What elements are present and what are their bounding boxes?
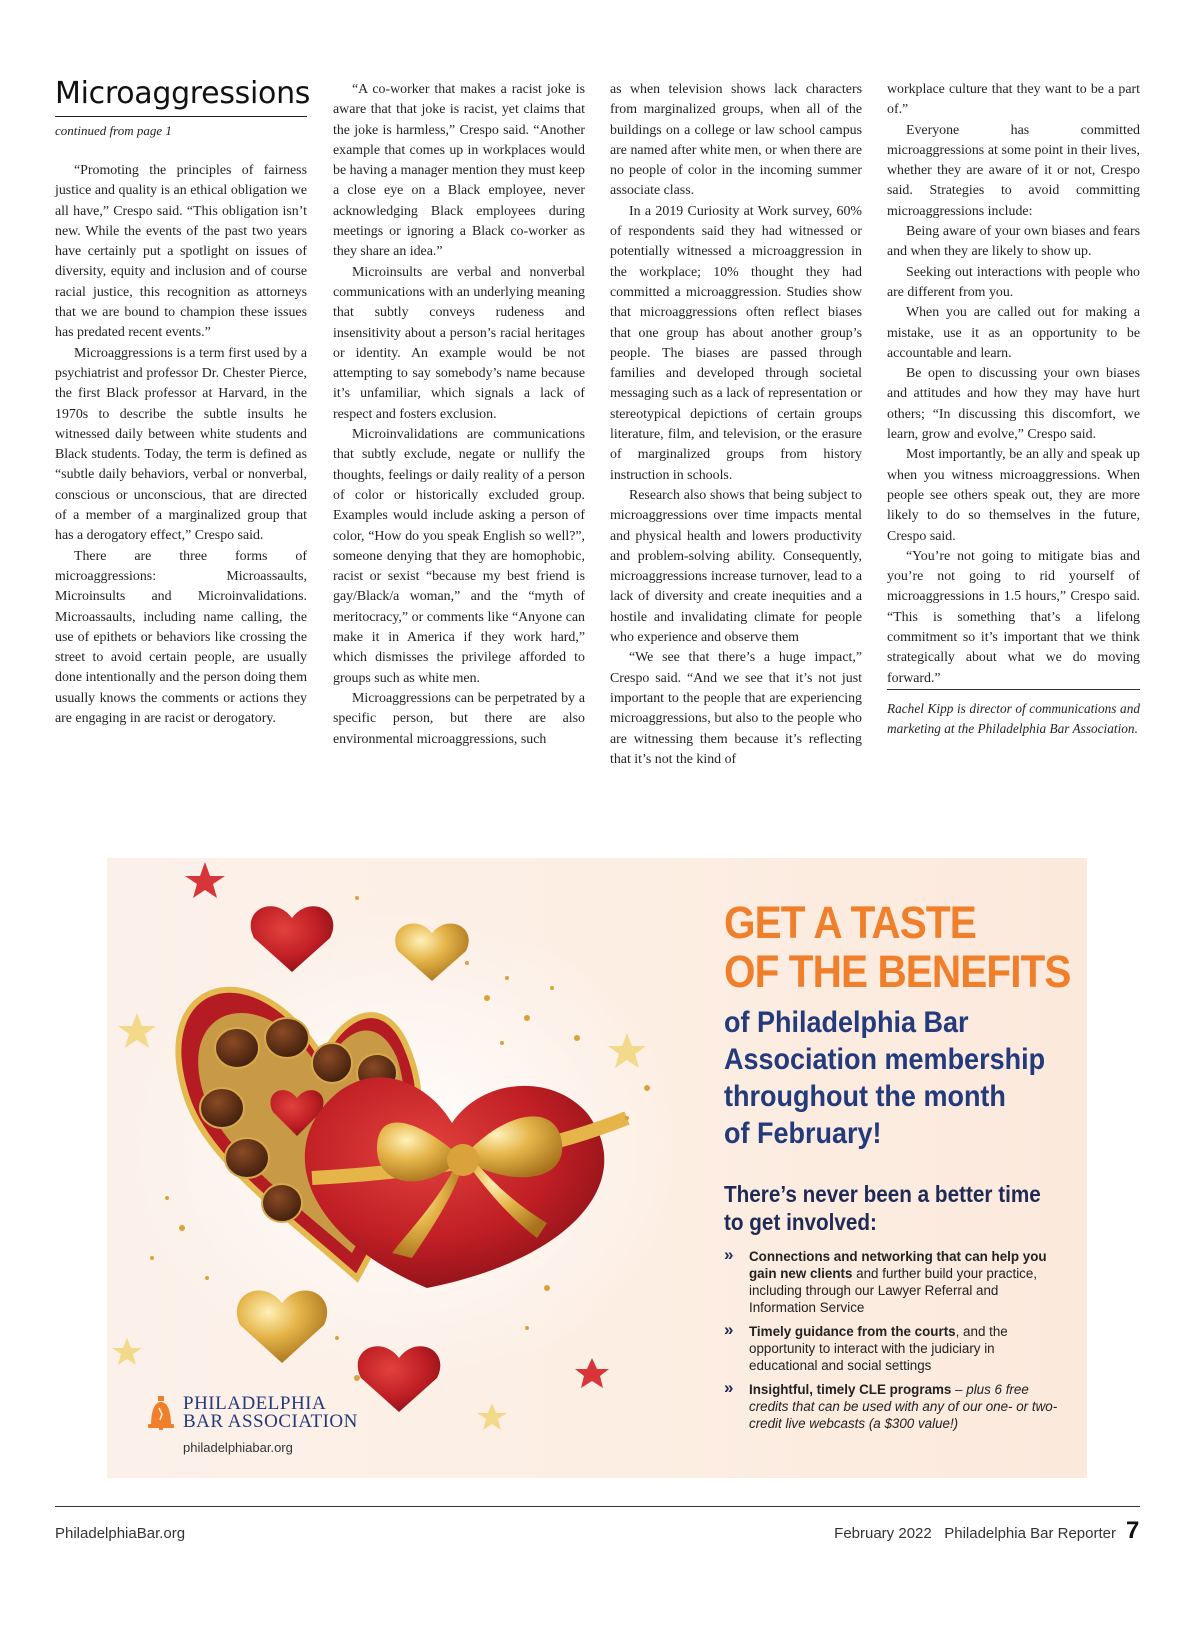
paragraph: Being aware of your own biases and fears and when they are likely to show up. — [887, 224, 1140, 260]
list-item: » Connections and networking that can help you gain new clients and further build your practice, including through our Lawyer Referral and Information Service — [724, 1245, 1047, 1315]
paragraph: Seeking out interactions with people who are different from you. — [887, 264, 1140, 300]
chevron-right-icon: » — [724, 1378, 734, 1397]
chevron-right-icon: » — [724, 1320, 734, 1339]
ad-tagline: There’s never been a better time to get involved: — [724, 1181, 1041, 1235]
paragraph: workplace culture that they want to be a part of.” — [887, 82, 1140, 118]
benefits-list — [724, 1245, 1060, 1439]
liberty-bell-icon — [145, 1396, 177, 1430]
paragraph: Most importantly, be an ally and speak up when you witness microaggressions. When people see others speak out, they are more likely to do so themselves in the future, Crespo said. — [887, 447, 1140, 544]
article-column-1 — [55, 161, 307, 729]
paragraph: When you are called out for making a mistake, use it as an opportunity to be accountable and learn. — [887, 305, 1140, 361]
paragraph: Microinsults are verbal and nonverbal communications with an underlying meaning that subtly conveys rudeness and insensitivity about a person’s racial heritages or identity. An example would be not attempting to say somebody’s name because it’s unfamiliar, which signals a lack of respect and fosters exclusion. — [333, 264, 585, 422]
chevron-right-icon: » — [724, 1245, 734, 1264]
article-column-4 — [887, 80, 1140, 739]
footer-divider — [55, 1506, 1140, 1507]
ad-subheading: of Philadelphia Bar Association membership throughout the month of February! — [724, 1006, 1046, 1150]
paragraph: Research also shows that being subject to microaggressions over time impacts mental and physical health and lowers productivity and problem-solving ability. Consequently, microaggressions increase turnover, lead to a lack of diversity and create inequities and a hostile and invalidating climate for people who experience and observe them — [610, 487, 862, 646]
membership-advertisement[interactable] — [107, 858, 1087, 1478]
paragraph: Be open to discussing your own biases and attitudes and how they may have hurt others; “In discussing this discomfort, we learn, grow and evolve,” Crespo said. — [887, 366, 1140, 443]
article-headline: Microaggressions — [55, 76, 307, 117]
footer-issue: February 2022 Philadelphia Bar Reporter — [834, 1525, 1116, 1542]
paragraph: Everyone has committed microaggressions at some point in their lives, whether they are aware of it or not, Crespo said. Strategies to avoid committing microaggressions include: — [887, 122, 1140, 219]
article-column-2 — [333, 80, 585, 750]
paragraph: Microinvalidations are communications that subtly exclude, negate or nullify the thoughts, feelings or daily reality of a person of color or historically excluded group. Examples would include asking a person of color, “How do you speak English so well?”, someone denying that they are homophobic, racist or sexist “because my best friend is gay/Black/a woman,” and the “myth of meritocracy,” or comments like “Anyone can make it in America if they work hard,” which dismisses the privilege afforded to groups such as white men. — [333, 427, 585, 686]
page-number: 7 — [1126, 1517, 1140, 1544]
article-column-3 — [610, 80, 862, 770]
author-byline: Rachel Kipp is director of communications and marketing at the Philadelphia Bar Association. — [887, 689, 1140, 739]
ad-url-link[interactable]: philadelphiabar.org — [183, 1440, 293, 1455]
philadelphia-bar-logo[interactable] — [145, 1395, 358, 1431]
paragraph: “Promoting the principles of fairness justice and quality is an ethical obligation we all have,” Crespo said. “This obligation isn’t new. While the events of the past two years have certainly put a spotlight on issues of diversity, equity and inclusion and of course racial justice, this recognition as attorneys that we are bound to champion these issues has predated recent events.” — [55, 163, 307, 341]
paragraph: In a 2019 Curiosity at Work survey, 60% of respondents said they had witnessed or potentially witnessed a microaggression in the workplace; 10% thought they had committed a microaggression. Studies show that microaggressions often reflect biases that one group has about another group’s people. The biases are passed through families and developed through societal messaging such as a lack of representation or stereotypical depictions of certain groups literature, film, and television, or the erasure of marginalized groups from history instruction in schools. — [610, 203, 862, 483]
footer-website[interactable]: PhiladelphiaBar.org — [55, 1525, 186, 1542]
list-item: » Timely guidance from the courts, and the opportunity to interact with the judiciary in educational and social settings — [724, 1320, 1008, 1373]
paragraph: There are three forms of microaggressions: Microassaults, Microinsults and Microinvalidations. Microassaults, including name calling, the use of epithets or behaviors like crossing the street to avoid certain people, are usually done intentionally and the person doing them usually knows the comments or actions they are engaging in are racist or derogatory. — [55, 548, 307, 727]
list-item: » Insightful, timely CLE programs – plus 6 free credits that can be used with any of our one- or two-credit live webcasts (a $300 value!) — [724, 1378, 1058, 1431]
paragraph: “You’re not going to mitigate bias and you’re not going to rid yourself of microaggressions in 1.5 hours,” Crespo said. “This is something that’s a lifelong commitment so it’s important that we think strategically about what we do moving forward.” — [887, 548, 1140, 686]
paragraph: as when television shows lack characters from marginalized groups, when all of the buildings on a college or law school campus are named after white men, or when there are no people of color in the incoming summer associate class. — [610, 82, 862, 199]
logo-wordmark: PHILADELPHIA BAR ASSOCIATION — [183, 1393, 358, 1432]
paragraph: “A co-worker that makes a racist joke is aware that that joke is racist, yet claims that the joke is harmless,” Crespo said. “Another example that comes up in workplaces would be having a manager mention they must keep a close eye on a Black employee, never acknowledging Black employees during meetings or ignoring a Black co-worker as they share an idea.” — [333, 82, 585, 260]
paragraph: Microaggressions can be perpetrated by a specific person, but there are also environmental microaggressions, such — [333, 690, 585, 747]
ad-heading: GET A TASTE OF THE BENEFITS — [724, 897, 1071, 997]
paragraph: Microaggressions is a term first used by a psychiatrist and professor Dr. Chester Pierce, the first Black professor at Harvard, in the 1970s to describe the subtle insults he witnessed daily between white students and Black students. Today, the term is defined as “subtle daily behaviors, verbal or nonverbal, conscious or unconscious, that are directed of a member of a marginalized group that has a derogatory effect,” Crespo said. — [55, 345, 307, 544]
chocolate-heart-box-illustration — [107, 858, 707, 1478]
continued-note: continued from page 1 — [55, 123, 172, 138]
paragraph: “We see that there’s a huge impact,” Crespo said. “And we see that it’s not just important to the people that are experiencing microaggressions, but also to the people who are witnessing them because it’s reflecting that it’s not the kind of — [610, 650, 862, 767]
